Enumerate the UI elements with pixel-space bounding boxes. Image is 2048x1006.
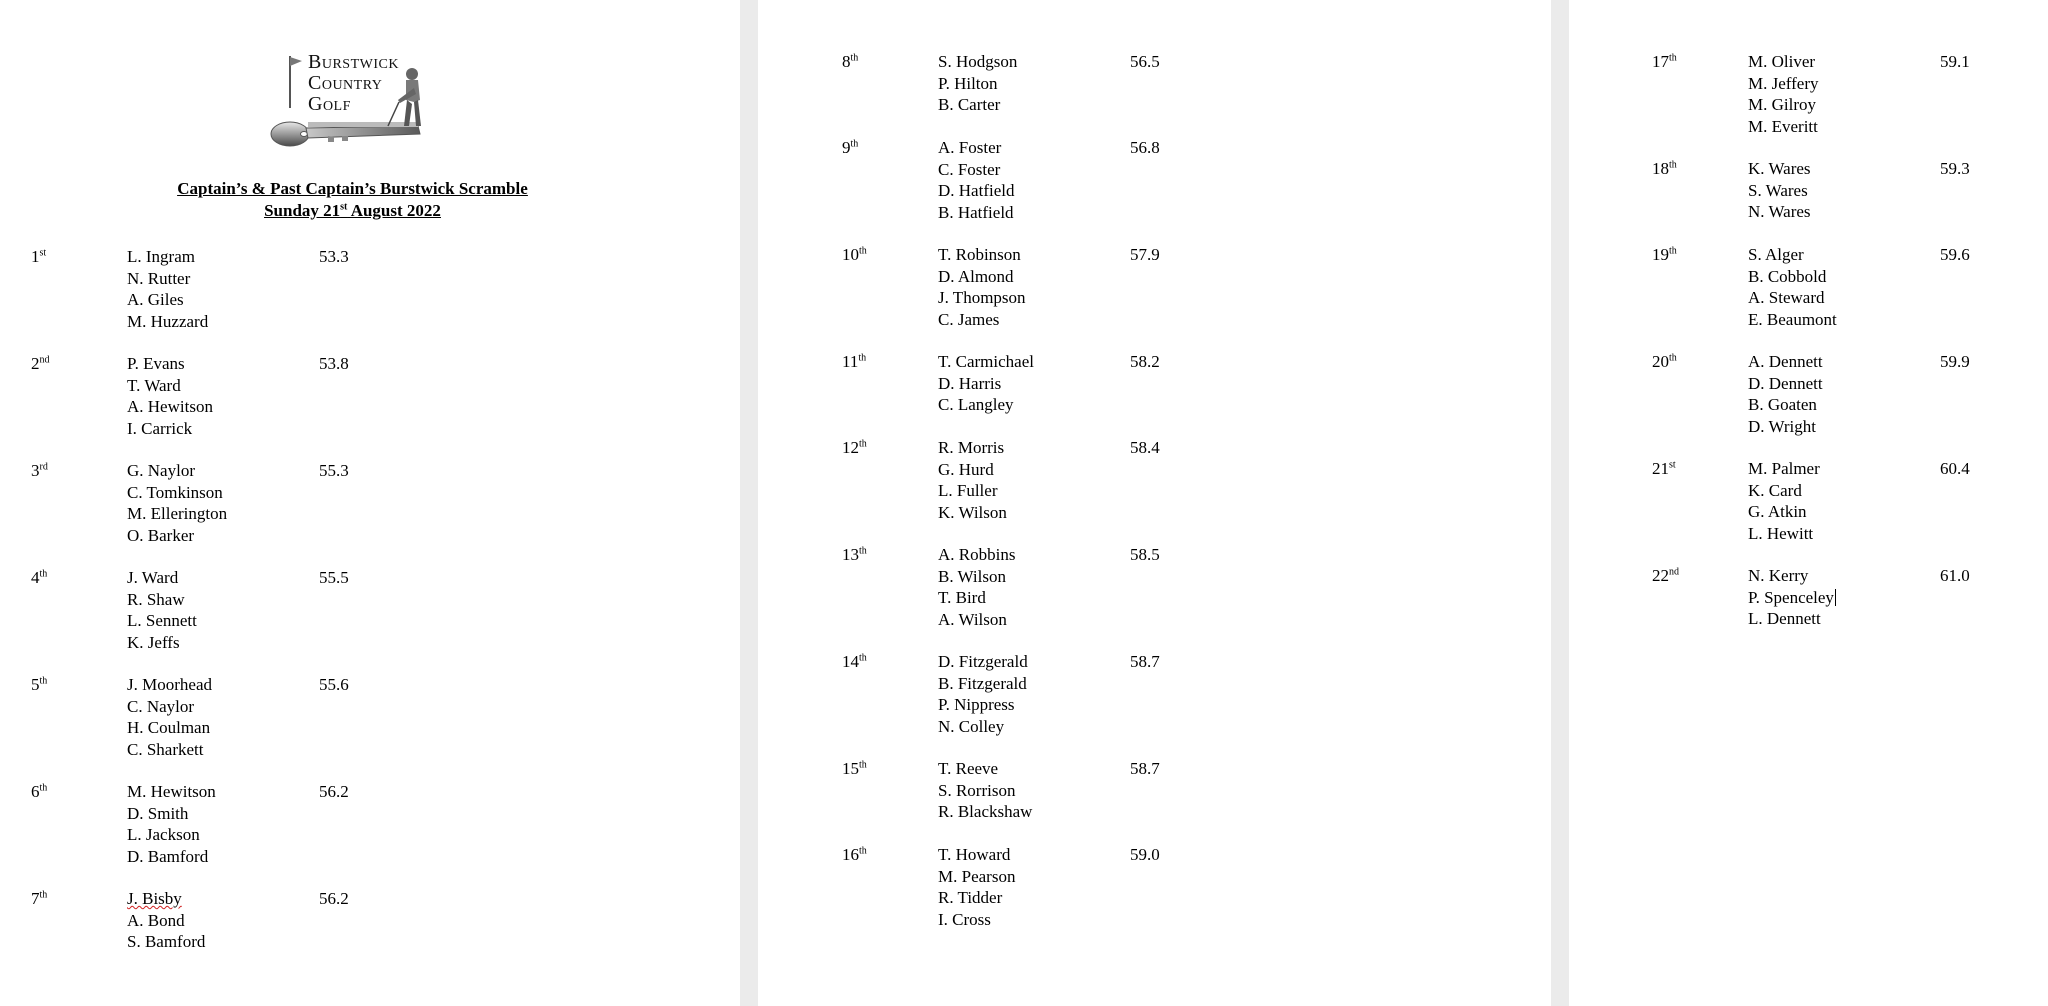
- player-name: L. Sennett: [127, 611, 197, 631]
- team-players: [127, 674, 212, 760]
- team-players: [127, 246, 208, 332]
- position: 6th: [31, 782, 48, 801]
- player-name: N. Colley: [938, 716, 1005, 736]
- player-name: M. Ellerington: [127, 504, 228, 524]
- score: 56.5: [1130, 52, 1160, 71]
- score: 58.2: [1130, 352, 1160, 371]
- player-name: B. Hatfield: [938, 202, 1014, 222]
- player-name: K. Jeffs: [127, 632, 180, 652]
- player-name: C. Foster: [938, 159, 1001, 179]
- player-name: G. Atkin: [1748, 502, 1807, 522]
- title-date-sup: st: [340, 201, 348, 213]
- position: 7th: [31, 889, 48, 908]
- player-name: P. Hilton: [938, 73, 998, 93]
- team-players: [127, 353, 213, 439]
- player-name: S. Hodgson: [938, 52, 1018, 71]
- player-name: C. Langley: [938, 395, 1014, 415]
- player-name: J. Moorhead: [127, 675, 212, 694]
- player-name: M. Everitt: [1748, 116, 1818, 136]
- player-name: M. Hewitson: [127, 782, 216, 801]
- team-players: [1748, 244, 1837, 330]
- player-name: R. Blackshaw: [938, 802, 1033, 822]
- team-players: [1748, 565, 1836, 630]
- player-name: I. Cross: [938, 909, 991, 929]
- player-name: D. Almond: [938, 266, 1014, 286]
- score: 60.4: [1940, 459, 1970, 478]
- score: 56.2: [319, 782, 349, 801]
- player-name: P. Nippress: [938, 695, 1015, 715]
- title-line-2: [0, 200, 705, 222]
- position: 10th: [842, 245, 867, 264]
- player-name: H. Coulman: [127, 718, 211, 738]
- player-name: A. Hewitson: [127, 397, 213, 417]
- position: 12th: [842, 438, 867, 457]
- score: 56.8: [1130, 138, 1160, 157]
- position: 18th: [1652, 159, 1677, 178]
- position: 2nd: [31, 354, 50, 373]
- title-line-1: Captain’s & Past Captain’s Burstwick Scramble: [177, 179, 528, 198]
- player-name: L. Hewitt: [1748, 523, 1814, 543]
- position: 11th: [842, 352, 867, 371]
- score: 57.9: [1130, 245, 1160, 264]
- player-name: S. Wares: [1748, 180, 1808, 200]
- player-name: M. Pearson: [938, 866, 1016, 886]
- position: 14th: [842, 652, 867, 671]
- player-name: D. Fitzgerald: [938, 652, 1028, 671]
- player-name: J. Ward: [127, 568, 179, 587]
- logo-line-3: Golf: [308, 93, 351, 115]
- team-players: [1748, 158, 1811, 223]
- position: 1st: [31, 247, 47, 266]
- position: 13th: [842, 545, 867, 564]
- player-name: M. Jeffery: [1748, 73, 1819, 93]
- logo-line-2: Country: [308, 72, 383, 94]
- score: 55.6: [319, 675, 349, 694]
- page-2: [758, 0, 1551, 1006]
- position: 8th: [842, 52, 859, 71]
- player-name: D. Smith: [127, 803, 189, 823]
- team-players: [127, 567, 197, 653]
- team-players: [938, 137, 1014, 223]
- score: 58.4: [1130, 438, 1160, 457]
- score: 58.5: [1130, 545, 1160, 564]
- position: 17th: [1652, 52, 1677, 71]
- player-name: G. Hurd: [938, 459, 994, 479]
- position: 3rd: [31, 461, 48, 480]
- player-name: D. Hatfield: [938, 181, 1015, 201]
- player-name: T. Robinson: [938, 245, 1021, 264]
- player-name: S. Rorrison: [938, 780, 1016, 800]
- player-name: N. Kerry: [1748, 566, 1809, 585]
- score: 59.1: [1940, 52, 1970, 71]
- player-name: J. Thompson: [938, 288, 1026, 308]
- player-name: R. Morris: [938, 438, 1005, 457]
- player-name: D. Wright: [1748, 416, 1816, 436]
- player-name: A. Wilson: [938, 609, 1007, 629]
- player-name: D. Dennett: [1748, 373, 1823, 393]
- player-name: C. James: [938, 309, 1000, 329]
- position: 9th: [842, 138, 859, 157]
- player-name: N. Rutter: [127, 268, 191, 288]
- team-players: [1748, 51, 1819, 137]
- player-name: K. Wilson: [938, 502, 1007, 522]
- player-name: A. Foster: [938, 138, 1002, 157]
- team-players: [1748, 458, 1820, 544]
- document-title: [0, 178, 705, 222]
- player-name: M. Oliver: [1748, 52, 1816, 71]
- team-players: [938, 758, 1032, 823]
- player-name: T. Howard: [938, 845, 1011, 864]
- logo-line-1: Burstwick: [308, 51, 399, 73]
- player-name: K. Card: [1748, 480, 1802, 500]
- team-players: [938, 651, 1028, 737]
- player-name: T. Reeve: [938, 759, 999, 778]
- player-name: A. Steward: [1748, 288, 1825, 308]
- player-name: B. Cobbold: [1748, 266, 1827, 286]
- spellcheck-flagged-name[interactable]: J. Bisby: [127, 889, 182, 908]
- text-cursor: [1835, 589, 1836, 606]
- score: 59.6: [1940, 245, 1970, 264]
- player-name: G. Naylor: [127, 461, 195, 480]
- position: 21st: [1652, 459, 1676, 478]
- player-name-text: P. Spenceley: [1748, 587, 1834, 607]
- score: 55.5: [319, 568, 349, 587]
- team-players: [127, 888, 205, 953]
- title-date-prefix: Sunday 21: [264, 201, 341, 220]
- team-players: [938, 544, 1015, 630]
- score: 59.3: [1940, 159, 1970, 178]
- score: 61.0: [1940, 566, 1970, 585]
- team-players: [127, 460, 227, 546]
- player-name: B. Fitzgerald: [938, 673, 1027, 693]
- player-name: D. Harris: [938, 373, 1002, 393]
- score: 56.2: [319, 889, 349, 908]
- player-name: E. Beaumont: [1748, 309, 1837, 329]
- position: 15th: [842, 759, 867, 778]
- player-name: A. Dennett: [1748, 352, 1823, 371]
- player-name: T. Carmichael: [938, 352, 1034, 371]
- score: 53.8: [319, 354, 349, 373]
- burstwick-country-golf-logo: [268, 52, 448, 158]
- position: 19th: [1652, 245, 1677, 264]
- player-name: A. Bond: [127, 910, 185, 930]
- player-name: A. Robbins: [938, 545, 1016, 564]
- player-name: K. Wares: [1748, 159, 1811, 178]
- player-name: B. Wilson: [938, 566, 1006, 586]
- position: 4th: [31, 568, 48, 587]
- player-name: C. Sharkett: [127, 739, 204, 759]
- player-name: [127, 888, 205, 910]
- player-name: I. Carrick: [127, 418, 193, 438]
- score: 55.3: [319, 461, 349, 480]
- player-name: L. Jackson: [127, 825, 200, 845]
- team-players: [938, 351, 1034, 416]
- position: 16th: [842, 845, 867, 864]
- player-name: O. Barker: [127, 525, 195, 545]
- player-name: L. Dennett: [1748, 609, 1821, 629]
- player-name: R. Tidder: [938, 888, 1003, 908]
- team-players: [1748, 351, 1823, 437]
- team-players: [127, 781, 216, 867]
- player-name: R. Shaw: [127, 589, 185, 609]
- position: 5th: [31, 675, 48, 694]
- page-3: [1569, 0, 2048, 1006]
- player-name: P. Evans: [127, 354, 185, 373]
- player-name: B. Carter: [938, 95, 1001, 115]
- player-name: T. Bird: [938, 588, 986, 608]
- player-name: C. Tomkinson: [127, 482, 223, 502]
- team-players: [938, 844, 1015, 930]
- position: 20th: [1652, 352, 1677, 371]
- player-name: B. Goaten: [1748, 395, 1817, 415]
- player-name: L. Fuller: [938, 481, 998, 501]
- player-name: M. Palmer: [1748, 459, 1820, 478]
- player-name: L. Ingram: [127, 247, 195, 266]
- player-name: S. Bamford: [127, 932, 206, 952]
- team-players: [938, 437, 1007, 523]
- player-name: C. Naylor: [127, 696, 195, 716]
- player-name: A. Giles: [127, 290, 184, 310]
- score: 58.7: [1130, 652, 1160, 671]
- score: 58.7: [1130, 759, 1160, 778]
- player-name: N. Wares: [1748, 202, 1811, 222]
- player-name: M. Gilroy: [1748, 95, 1816, 115]
- player-name[interactable]: [1748, 587, 1836, 609]
- position: 22nd: [1652, 566, 1679, 585]
- player-name: D. Bamford: [127, 846, 209, 866]
- score: 53.3: [319, 247, 349, 266]
- score: 59.9: [1940, 352, 1970, 371]
- player-name: S. Alger: [1748, 245, 1804, 264]
- title-date-suffix: August 2022: [347, 201, 441, 220]
- team-players: [938, 244, 1026, 330]
- player-name: T. Ward: [127, 375, 181, 395]
- team-players: [938, 51, 1017, 116]
- score: 59.0: [1130, 845, 1160, 864]
- player-name: M. Huzzard: [127, 311, 209, 331]
- logo-text: [308, 52, 399, 115]
- page-1: [0, 0, 740, 1006]
